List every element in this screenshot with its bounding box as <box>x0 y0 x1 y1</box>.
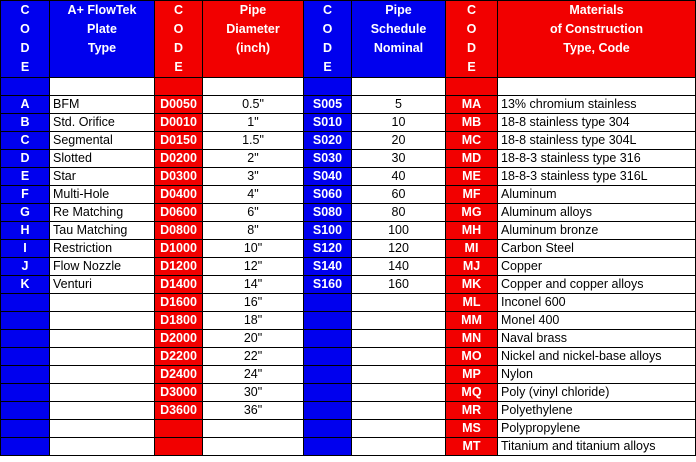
schedule-value-cell <box>352 402 446 420</box>
material-name-cell: 13% chromium stainless <box>498 96 696 114</box>
schedule-code-cell: S030 <box>304 150 352 168</box>
schedule-code-cell <box>304 312 352 330</box>
table-row <box>1 330 696 348</box>
material-name-cell: 18-8-3 stainless type 316 <box>498 150 696 168</box>
schedule-value-cell <box>352 438 446 456</box>
pipe-code-cell: D3600 <box>155 402 203 420</box>
plate-type-cell: Venturi <box>50 276 155 294</box>
plate-type-cell: Re Matching <box>50 204 155 222</box>
plate-code-header <box>1 1 50 78</box>
header-line: Materials <box>569 3 624 17</box>
schedule-value-cell: 30 <box>352 150 446 168</box>
code-letter: D <box>322 41 333 55</box>
pipe-size-cell: 22" <box>203 348 304 366</box>
spacer-cell <box>304 78 352 96</box>
pipe-code-cell: D0010 <box>155 114 203 132</box>
plate-type-cell: Slotted <box>50 150 155 168</box>
material-code-cell: MA <box>446 96 498 114</box>
plate-code-cell: K <box>1 276 50 294</box>
material-code-cell: MB <box>446 114 498 132</box>
material-name-cell: Copper and copper alloys <box>498 276 696 294</box>
schedule-value-cell <box>352 312 446 330</box>
table-row <box>1 150 696 168</box>
code-letter: C <box>466 3 477 17</box>
header-line: (inch) <box>235 41 271 55</box>
material-name-cell: Monel 400 <box>498 312 696 330</box>
plate-type-cell: Flow Nozzle <box>50 258 155 276</box>
pipe-size-cell: 12" <box>203 258 304 276</box>
pipe-code-cell: D1400 <box>155 276 203 294</box>
pipe-size-cell: 1.5" <box>203 132 304 150</box>
code-letter: E <box>323 60 332 74</box>
plate-type-cell <box>50 330 155 348</box>
schedule-code-cell: S040 <box>304 168 352 186</box>
plate-type-cell: Star <box>50 168 155 186</box>
header-line: Schedule <box>370 22 427 36</box>
spacer-cell <box>203 78 304 96</box>
code-letter: C <box>322 3 333 17</box>
schedule-code-cell <box>304 348 352 366</box>
schedule-code-cell: S005 <box>304 96 352 114</box>
plate-code-cell: E <box>1 168 50 186</box>
pipe-size-cell <box>203 420 304 438</box>
pipe-code-cell: D2000 <box>155 330 203 348</box>
pipe-size-cell: 2" <box>203 150 304 168</box>
pipe-code-cell: D1000 <box>155 240 203 258</box>
table-row <box>1 402 696 420</box>
code-letter: E <box>20 60 30 74</box>
code-letter: O <box>173 22 184 36</box>
schedule-code-cell: S100 <box>304 222 352 240</box>
pipe-code-cell: D0150 <box>155 132 203 150</box>
pipe-code-header <box>155 1 203 78</box>
schedule-code-cell <box>304 420 352 438</box>
header-line: Nominal <box>373 41 424 55</box>
plate-type-cell <box>50 366 155 384</box>
table-row <box>1 240 696 258</box>
plate-code-cell <box>1 366 50 384</box>
code-letter: D <box>466 41 477 55</box>
table-row <box>1 96 696 114</box>
pipe-size-cell: 18" <box>203 312 304 330</box>
material-code-cell: MI <box>446 240 498 258</box>
pipe-size-cell: 36" <box>203 402 304 420</box>
schedule-code-cell: S160 <box>304 276 352 294</box>
header-line: A+ FlowTek <box>67 3 137 17</box>
schedule-value-cell <box>352 330 446 348</box>
plate-code-cell <box>1 330 50 348</box>
schedule-value-cell <box>352 384 446 402</box>
plate-code-cell <box>1 420 50 438</box>
material-code-cell: MP <box>446 366 498 384</box>
code-letter: E <box>467 60 476 74</box>
material-name-cell: Aluminum alloys <box>498 204 696 222</box>
pipe-code-cell: D1600 <box>155 294 203 312</box>
material-code-cell: MK <box>446 276 498 294</box>
schedule-value-cell: 20 <box>352 132 446 150</box>
schedule-code-header <box>304 1 352 78</box>
material-name-cell: Naval brass <box>498 330 696 348</box>
schedule-code-cell <box>304 384 352 402</box>
material-name-cell: Polyethylene <box>498 402 696 420</box>
table-row <box>1 420 696 438</box>
material-code-cell: MF <box>446 186 498 204</box>
pipe-size-cell: 30" <box>203 384 304 402</box>
schedule-code-cell: S060 <box>304 186 352 204</box>
schedule-code-cell: S120 <box>304 240 352 258</box>
pipe-diameter-header <box>203 1 304 78</box>
schedule-code-cell: S020 <box>304 132 352 150</box>
schedule-value-cell <box>352 294 446 312</box>
header-line: Pipe <box>239 3 267 17</box>
pipe-size-cell: 1" <box>203 114 304 132</box>
table-row <box>1 366 696 384</box>
schedule-code-cell: S140 <box>304 258 352 276</box>
pipe-code-cell: D0300 <box>155 168 203 186</box>
schedule-value-cell: 60 <box>352 186 446 204</box>
header-line: Pipe <box>385 3 412 17</box>
code-letter: C <box>20 3 30 17</box>
pipe-size-cell: 14" <box>203 276 304 294</box>
material-name-cell: 18-8 stainless type 304 <box>498 114 696 132</box>
schedule-code-cell <box>304 366 352 384</box>
pipe-code-cell: D3000 <box>155 384 203 402</box>
code-letter: O <box>322 22 333 36</box>
pipe-code-cell: D0600 <box>155 204 203 222</box>
material-code-cell: MC <box>446 132 498 150</box>
material-name-cell: Poly (vinyl chloride) <box>498 384 696 402</box>
table-row <box>1 114 696 132</box>
plate-code-cell: I <box>1 240 50 258</box>
plate-code-cell <box>1 348 50 366</box>
plate-code-cell: H <box>1 222 50 240</box>
header-line: Diameter <box>226 22 280 36</box>
table-row <box>1 132 696 150</box>
table-row <box>1 168 696 186</box>
pipe-size-cell: 0.5" <box>203 96 304 114</box>
material-code-cell: ME <box>446 168 498 186</box>
plate-type-cell <box>50 348 155 366</box>
plate-code-cell <box>1 402 50 420</box>
plate-code-cell: F <box>1 186 50 204</box>
schedule-value-cell: 40 <box>352 168 446 186</box>
code-letter: O <box>20 22 30 36</box>
code-letter: E <box>174 60 183 74</box>
pipe-size-cell: 6" <box>203 204 304 222</box>
schedule-value-cell <box>352 348 446 366</box>
pipe-size-cell: 4" <box>203 186 304 204</box>
table-body <box>1 78 696 456</box>
plate-type-cell <box>50 384 155 402</box>
schedule-code-cell <box>304 330 352 348</box>
material-code-cell: MJ <box>446 258 498 276</box>
pipe-code-cell: D1800 <box>155 312 203 330</box>
pipe-code-cell: D0050 <box>155 96 203 114</box>
material-code-cell: MS <box>446 420 498 438</box>
schedule-value-cell <box>352 420 446 438</box>
header-line: of Construction <box>549 22 644 36</box>
pipe-size-cell: 24" <box>203 366 304 384</box>
table-row <box>1 186 696 204</box>
material-name-cell: Inconel 600 <box>498 294 696 312</box>
table-row <box>1 258 696 276</box>
material-code-cell: MO <box>446 348 498 366</box>
plate-type-cell <box>50 402 155 420</box>
table-row <box>1 348 696 366</box>
pipe-size-cell: 20" <box>203 330 304 348</box>
schedule-code-cell <box>304 402 352 420</box>
header-line: Type <box>87 41 117 55</box>
spacer-cell <box>446 78 498 96</box>
material-code-cell: MR <box>446 402 498 420</box>
material-name-cell: 18-8-3 stainless type 316L <box>498 168 696 186</box>
material-code-cell: MG <box>446 204 498 222</box>
material-code-cell: MD <box>446 150 498 168</box>
schedule-header <box>352 1 446 78</box>
schedule-code-cell: S010 <box>304 114 352 132</box>
pipe-code-cell: D2200 <box>155 348 203 366</box>
pipe-size-cell <box>203 438 304 456</box>
material-code-cell: MQ <box>446 384 498 402</box>
material-name-cell: Copper <box>498 258 696 276</box>
code-letters <box>1 1 49 77</box>
table-row <box>1 384 696 402</box>
code-letter: O <box>466 22 477 36</box>
pipe-code-cell: D1200 <box>155 258 203 276</box>
pipe-code-cell: D0400 <box>155 186 203 204</box>
pipe-size-cell: 16" <box>203 294 304 312</box>
material-name-cell: Titanium and titanium alloys <box>498 438 696 456</box>
plate-code-cell <box>1 294 50 312</box>
material-code-cell: MN <box>446 330 498 348</box>
table-row <box>1 438 696 456</box>
material-code-cell: MH <box>446 222 498 240</box>
material-code-header <box>446 1 498 78</box>
pipe-code-cell <box>155 438 203 456</box>
plate-code-cell: A <box>1 96 50 114</box>
plate-code-cell <box>1 384 50 402</box>
schedule-value-cell: 160 <box>352 276 446 294</box>
plate-code-cell: D <box>1 150 50 168</box>
plate-type-cell <box>50 312 155 330</box>
plate-code-cell: C <box>1 132 50 150</box>
material-name-cell: Carbon Steel <box>498 240 696 258</box>
plate-code-cell: J <box>1 258 50 276</box>
pipe-size-cell: 10" <box>203 240 304 258</box>
code-letter: D <box>20 41 30 55</box>
plate-type-cell: Restriction <box>50 240 155 258</box>
plate-type-cell: Multi-Hole <box>50 186 155 204</box>
schedule-value-cell <box>352 366 446 384</box>
pipe-code-cell: D2400 <box>155 366 203 384</box>
schedule-code-cell <box>304 438 352 456</box>
table-row <box>1 276 696 294</box>
plate-type-cell: Segmental <box>50 132 155 150</box>
spacer-cell <box>1 78 50 96</box>
spacer-cell <box>155 78 203 96</box>
header-row <box>1 1 696 78</box>
header-line: Type, Code <box>563 41 630 55</box>
plate-type-header <box>50 1 155 78</box>
material-code-cell: MM <box>446 312 498 330</box>
table-row <box>1 312 696 330</box>
material-name-cell: Nickel and nickel-base alloys <box>498 348 696 366</box>
spacer-cell <box>50 78 155 96</box>
schedule-value-cell: 5 <box>352 96 446 114</box>
plate-code-cell: B <box>1 114 50 132</box>
spacer-cell <box>352 78 446 96</box>
plate-code-cell: G <box>1 204 50 222</box>
material-name-cell: Aluminum bronze <box>498 222 696 240</box>
schedule-value-cell: 80 <box>352 204 446 222</box>
schedule-value-cell: 10 <box>352 114 446 132</box>
material-code-cell: ML <box>446 294 498 312</box>
plate-code-cell <box>1 438 50 456</box>
pipe-code-cell <box>155 420 203 438</box>
material-name-cell: Nylon <box>498 366 696 384</box>
material-name-cell: Polypropylene <box>498 420 696 438</box>
pipe-code-cell: D0200 <box>155 150 203 168</box>
table-row <box>1 204 696 222</box>
pipe-size-cell: 3" <box>203 168 304 186</box>
schedule-value-cell: 100 <box>352 222 446 240</box>
material-code-cell: MT <box>446 438 498 456</box>
header-line: Plate <box>87 22 117 36</box>
pipe-code-cell: D0800 <box>155 222 203 240</box>
plate-type-cell: Std. Orifice <box>50 114 155 132</box>
plate-type-cell <box>50 420 155 438</box>
plate-code-cell <box>1 312 50 330</box>
schedule-code-cell <box>304 294 352 312</box>
table-row <box>1 222 696 240</box>
plate-type-cell: Tau Matching <box>50 222 155 240</box>
schedule-value-cell: 120 <box>352 240 446 258</box>
plate-type-cell: BFM <box>50 96 155 114</box>
material-name-cell: 18-8 stainless type 304L <box>498 132 696 150</box>
plate-type-cell <box>50 294 155 312</box>
schedule-code-cell: S080 <box>304 204 352 222</box>
table-row <box>1 294 696 312</box>
spacer-cell <box>498 78 696 96</box>
code-letter: C <box>173 3 184 17</box>
material-name-cell: Aluminum <box>498 186 696 204</box>
code-letter: D <box>173 41 184 55</box>
pipe-size-cell: 8" <box>203 222 304 240</box>
spacer-row <box>1 78 696 96</box>
plate-type-cell <box>50 438 155 456</box>
schedule-value-cell: 140 <box>352 258 446 276</box>
materials-header <box>498 1 696 78</box>
